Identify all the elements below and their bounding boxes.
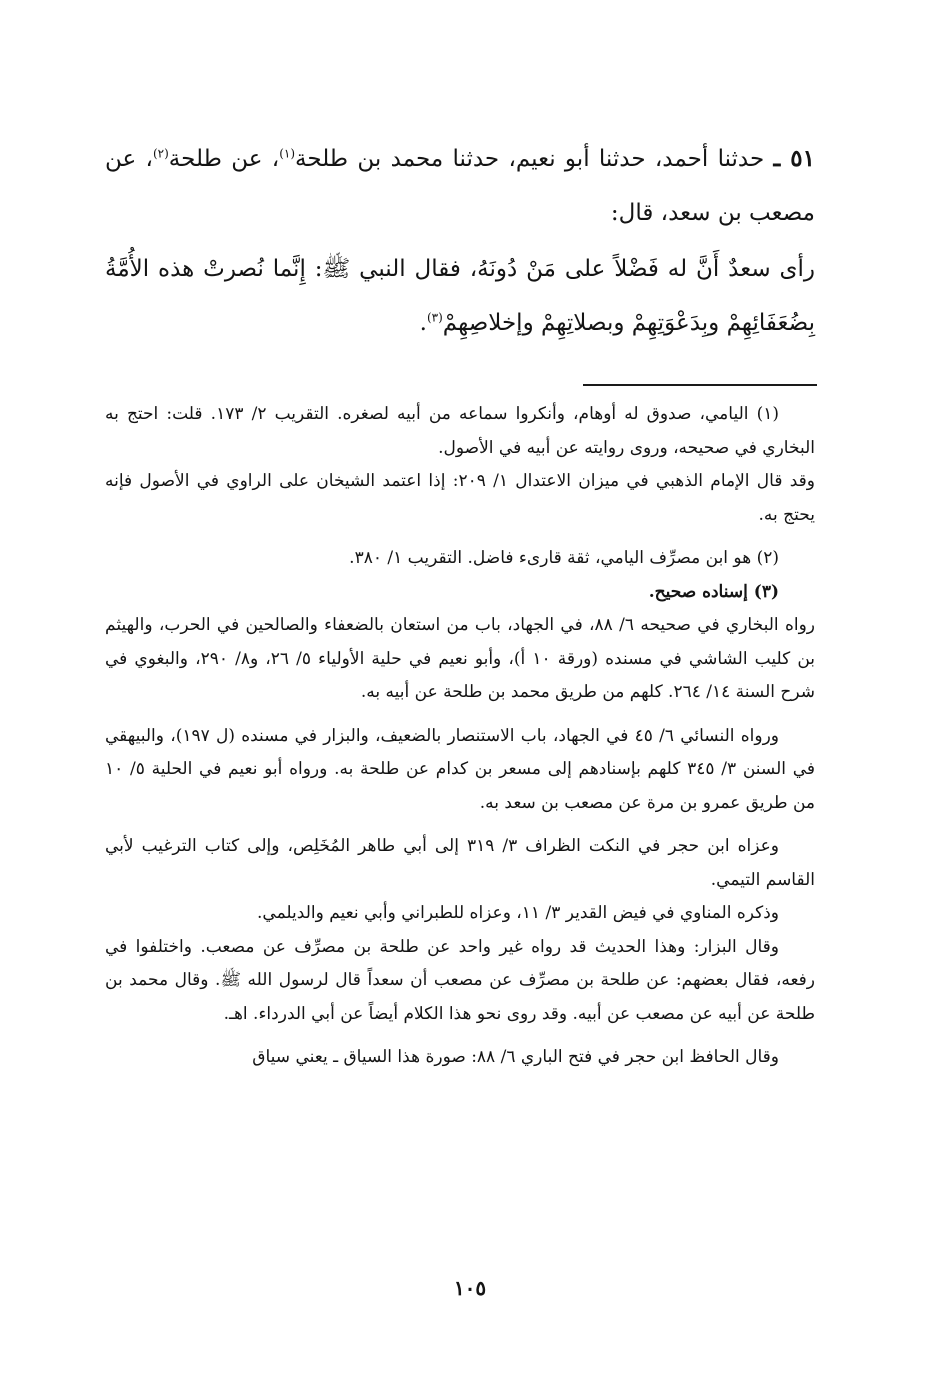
footnotes — [105, 398, 815, 1075]
footnote-3-para-6: وقال الحافظ ابن حجر في فتح الباري ٦/ ٨٨: صورة هذا السياق ـ يعني سياق — [252, 1047, 779, 1067]
footnote-3-title: (٣) إسناده صحيح. — [648, 581, 779, 602]
footnote-3-para-5: وقال البزار: وهذا الحديث قد رواه غير واحد عن طلحة بن مصرِّف عن مصعب. واختلفوا في رفعه، فقال بعضهم: عن طلحة بن مصرِّف عن مصعب أن سعداً قال لرسول الله ﷺ. وقال محمد بن طلحة عن أبيه عن مصعب عن أبيه. وقد روى نحو هذا الكلام أيضاً عن أبي الدرداء. اهـ. — [105, 936, 815, 1024]
page-number: ١٠٥ — [453, 1276, 487, 1300]
footnote-ref-2[interactable]: (٢) — [152, 146, 169, 161]
footnote-3-para-2: ورواه النسائي ٦/ ٤٥ في الجهاد، باب الاستنصار بالضعيف، والبزار في مسنده (ل ١٩٧)، والبيهقي في السنن ٣/ ٣٤٥ كلهم بإسنادهم إلى مسعر بن كدام عن طلحة به. ورواه أبو نعيم في الحلية ٥/ ١٠ من طريق عمرو بن مرة عن مصعب بن سعد به. — [105, 725, 815, 813]
isnad-text-1: حدثنا أحمد، حدثنا أبو نعيم، حدثنا محمد بن طلحة — [295, 146, 765, 172]
footnote-2: (٢) هو ابن مصرِّف اليامي، ثقة قارىء فاضل. التقريب ١/ ٣٨٠. — [349, 548, 779, 568]
footnote-3-para-4: وذكره المناوي في فيض القدير ٣/ ١١، وعزاه للطبراني وأبي نعيم والديلمي. — [257, 903, 779, 923]
footnote-ref-1[interactable]: (١) — [279, 146, 296, 161]
hadith-isnad — [105, 132, 815, 240]
matn-end: . — [419, 310, 427, 336]
hadith-matn — [105, 242, 815, 350]
footnote-1-cont: وقد قال الإمام الذهبي في ميزان الاعتدال ١/ ٢٠٩: إذا اعتمد الشيخان على الراوي في الأصول فإنه يحتج به. — [105, 471, 815, 525]
footnote-3-para-3: وعزاه ابن حجر في النكت الظراف ٣/ ٣١٩ إلى أبي طاهر المُخَلِص، وإلى كتاب الترغيب لأبي القاسم التيمي. — [105, 836, 815, 890]
hadith-number: ٥١ ـ — [773, 145, 816, 172]
footnote-1: (١) اليامي، صدوق له أوهام، وأنكروا سماعه من أبيه لصغره. التقريب ٢/ ١٧٣. قلت: احتج به البخاري في صحيحه، وروى روايته عن أبيه في الأصول. — [105, 404, 815, 458]
footnote-3-para-1: رواه البخاري في صحيحه ٦/ ٨٨، في الجهاد، باب من استعان بالضعفاء والصالحين في الحرب، والهيثم بن كليب الشاشي في مسنده (ورقة ١٠ أ)، وأبو نعيم في حلية الأولياء ٥/ ٢٦، و٨/ ٢٩٠، والبغوي في شرح السنة ١٤/ ٢٦٤. كلهم من طريق محمد بن طلحة عن أبيه به. — [105, 615, 816, 702]
footnote-divider — [583, 384, 817, 386]
isnad-text-3: ، عن مصعب بن سعد، قال: — [105, 146, 815, 226]
isnad-text-2: ، عن طلحة — [168, 146, 280, 172]
matn-text: رأى سعدٌ أَنَّ له فَضْلاً على مَنْ دُونَهُ، فقال النبي ﷺ: إِنَّما نُصرتْ هذه الأُمَّةُ بِضُعَفَائِهِمْ وبِدَعْوَتِهِمْ وبصلاتِهِمْ وإخلاصِهِمْ — [105, 256, 815, 336]
footnote-ref-3[interactable]: (٣) — [426, 310, 443, 325]
main-text — [105, 132, 815, 350]
